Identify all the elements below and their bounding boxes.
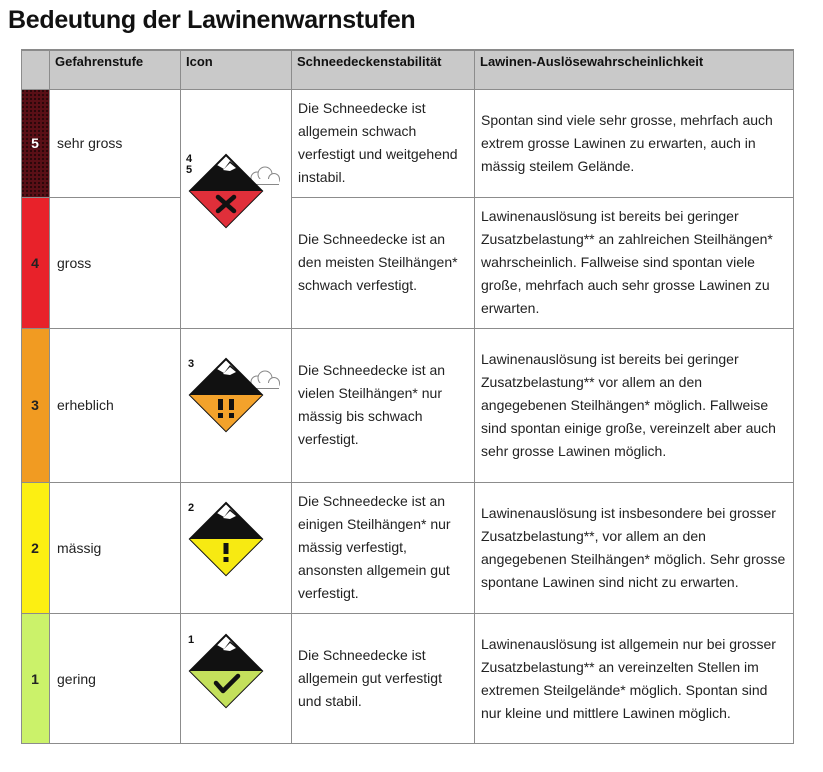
row-divider [21,328,794,329]
row-divider [291,197,794,198]
level-2-probability: Lawinenauslösung ist insbesondere bei grosser Zusatzbelastung**, vor allem an den angegebenen Steilhängen* möglich. Sehr grosse spontane Lawinen sind nicht zu erwarten. [481,504,786,590]
level-4-number: 4 [31,254,39,271]
level-2-name: mässig [57,539,102,556]
level-1-name: gering [57,670,96,687]
header-stability: Schneedeckenstabilität [297,54,442,69]
table-top-border [21,49,794,51]
level-4-stability: Die Schneedecke ist an den meisten Steilhängen* schwach verfestigt. [298,231,458,293]
table-left-border [21,49,22,744]
row-divider [21,613,794,614]
icon-label-top: 2 [188,502,195,514]
level-3-probability: Lawinenauslösung ist bereits bei geringer Zusatzbelastung** vor allem an den angegebenen Steilhängen* möglich. Fallweise sind spontan einige große, vereinzelt aber auch sehr grosse Lawinen möglich. [481,350,776,459]
icon-label-top: 1 [188,634,195,646]
cloud-icon [251,371,280,389]
level-1-stability: Die Schneedecke ist allgemein gut verfestigt und stabil. [298,647,442,709]
icon-label-top: 3 [188,358,195,370]
column-divider [291,49,292,744]
column-divider [49,49,50,744]
exclamation-icon [224,543,229,562]
level-5-name: sehr gross [57,135,123,151]
cloud-icon [251,167,280,185]
level-1-color-strip [21,613,49,744]
header-level: Gefahrenstufe [55,54,144,69]
level-3-number: 3 [31,397,39,413]
level-5-color-strip [21,89,49,197]
level-1-probability: Lawinenauslösung ist allgemein nur bei grosser Zusatzbelastung** an vereinzelten Stellen im extremen Steilgelände* möglich. Spontan sind nur kleine und mittlere Lawinen möglich. [481,635,776,721]
level-4-probability: Lawinenauslösung ist bereits bei geringer Zusatzbelastung** an zahlreichen Steilhängen* wahrscheinlich. Fallweise sind spontan viele große, mehrfach auch sehr grosse Lawinen zu erwarten. [481,208,773,316]
danger-level-2-icon [183,499,283,579]
table-bottom-border [21,743,794,744]
level-2-stability: Die Schneedecke ist an einigen Steilhängen* nur mässig verfestigt, ansonsten allgemein gut verfestigt. [298,493,451,601]
danger-level-3-icon [183,355,283,435]
header-icon: Icon [186,54,213,69]
danger-level-4-5-icon [183,151,283,231]
table-right-border [793,49,794,744]
table-header [21,49,794,89]
level-5-probability: Spontan sind viele sehr grosse, mehrfach auch extrem grosse Lawinen zu erwarten, auch in mässig steilem Gelände. [481,111,773,174]
column-divider [474,49,475,744]
page-title: Bedeutung der Lawinenwarnstufen [8,6,416,34]
column-divider [180,49,181,744]
icon-label-top: 4 [186,153,193,165]
header-probability: Lawinen-Auslösewahrscheinlichkeit [480,54,704,69]
level-3-color-strip [21,328,49,482]
row-divider [21,197,180,198]
row-divider [21,89,794,90]
level-1-number: 1 [31,670,39,687]
level-5-stability: Die Schneedecke ist allgemein schwach verfestigt und weitgehend instabil. [298,100,458,185]
danger-level-1-icon [183,631,283,711]
icon-label-bottom: 5 [186,164,193,176]
level-2-number: 2 [31,539,39,556]
danger-levels-table [21,49,794,744]
level-4-color-strip [21,197,49,328]
level-4-name: gross [57,254,92,271]
level-5-number: 5 [31,135,39,151]
level-3-stability: Die Schneedecke ist an vielen Steilhängen* nur mässig bis schwach verfestigt. [298,362,446,447]
level-2-color-strip [21,482,49,613]
row-divider [21,482,794,483]
level-3-name: erheblich [57,397,114,413]
